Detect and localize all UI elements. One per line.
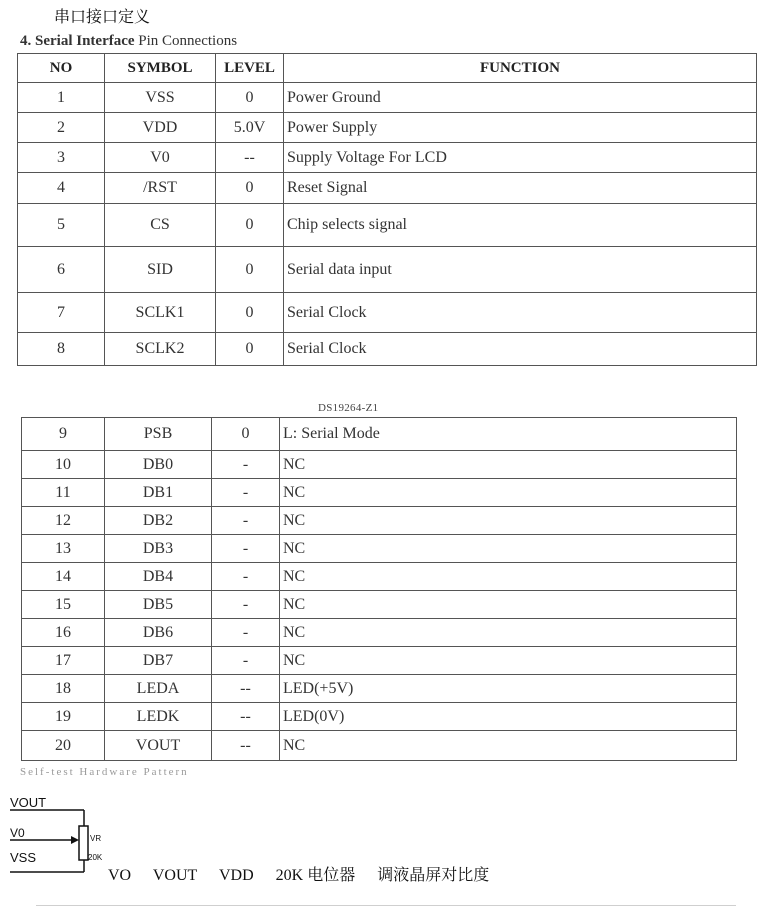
cell-symbol: DB2 [105, 507, 212, 535]
cell-level: - [212, 535, 280, 563]
table-row [18, 173, 757, 204]
section-title-bold: 4. Serial Interface [20, 33, 135, 49]
table-row [18, 247, 757, 293]
cell-function: NC [280, 451, 737, 479]
cell-level: 0 [216, 293, 284, 333]
cell-symbol: DB4 [105, 563, 212, 591]
cell-symbol: V0 [105, 143, 216, 173]
cell-symbol: /RST [105, 173, 216, 204]
table-row [18, 143, 757, 173]
table-row [18, 113, 757, 143]
cell-level: - [212, 507, 280, 535]
contrast-note [108, 862, 507, 885]
cell-function: Power Supply [284, 113, 757, 143]
cell-symbol: SCLK2 [105, 333, 216, 366]
vr-label: VR [90, 834, 102, 843]
cell-function: Chip selects signal [284, 204, 757, 247]
cell-symbol: VOUT [105, 731, 212, 761]
table-row [22, 591, 737, 619]
cell-no: 7 [18, 293, 105, 333]
cell-no: 20 [22, 731, 105, 761]
cell-no: 16 [22, 619, 105, 647]
cell-no: 13 [22, 535, 105, 563]
cell-level: 0 [216, 333, 284, 366]
cell-function: NC [280, 479, 737, 507]
table-row [18, 293, 757, 333]
table-row [18, 83, 757, 113]
table-row [22, 479, 737, 507]
pin-table-part1 [17, 53, 757, 366]
cell-level: 0 [212, 418, 280, 451]
cell-no: 6 [18, 247, 105, 293]
cell-level: - [212, 591, 280, 619]
cell-symbol: LEDA [105, 675, 212, 703]
cell-no: 12 [22, 507, 105, 535]
cell-symbol: DB7 [105, 647, 212, 675]
divider [36, 905, 736, 906]
cell-no: 17 [22, 647, 105, 675]
cell-function: NC [280, 647, 737, 675]
cell-no: 15 [22, 591, 105, 619]
cell-function: Serial Clock [284, 333, 757, 366]
vss-label: VSS [10, 850, 37, 865]
cell-function: NC [280, 535, 737, 563]
cell-function: NC [280, 507, 737, 535]
cell-no: 1 [18, 83, 105, 113]
cell-level: 0 [216, 173, 284, 204]
cell-symbol: CS [105, 204, 216, 247]
cell-symbol: DB3 [105, 535, 212, 563]
cell-function: NC [280, 591, 737, 619]
table-row [22, 675, 737, 703]
cell-level: 0 [216, 83, 284, 113]
cell-level: - [212, 563, 280, 591]
cell-level: -- [212, 675, 280, 703]
cell-no: 18 [22, 675, 105, 703]
cell-symbol: LEDK [105, 703, 212, 731]
cell-level: - [212, 647, 280, 675]
page-heading: 串口接口定义 [54, 9, 151, 26]
cell-symbol: DB6 [105, 619, 212, 647]
model-label: DS19264-Z1 [318, 402, 379, 414]
cell-function: NC [280, 619, 737, 647]
cell-function: LED(0V) [280, 703, 737, 731]
vout-label: VOUT [10, 795, 47, 810]
cell-function: Serial data input [284, 247, 757, 293]
cell-level: 0 [216, 247, 284, 293]
cell-symbol: DB1 [105, 479, 212, 507]
cell-level: -- [212, 731, 280, 761]
cell-no: 10 [22, 451, 105, 479]
table-row [22, 418, 737, 451]
table-row [18, 333, 757, 366]
table-row [22, 647, 737, 675]
cell-no: 14 [22, 563, 105, 591]
section-title [20, 33, 237, 50]
table-row [22, 619, 737, 647]
table-row [22, 535, 737, 563]
resistor-value-label: 20K [88, 853, 103, 862]
cell-level: -- [216, 143, 284, 173]
header-no: NO [18, 54, 105, 83]
cell-level: - [212, 451, 280, 479]
cell-function: L: Serial Mode [280, 418, 737, 451]
vo-label: V0 [10, 826, 25, 840]
cell-symbol: VSS [105, 83, 216, 113]
cell-symbol: SCLK1 [105, 293, 216, 333]
table-row [22, 731, 737, 761]
note-potentiometer: 20K 电位器 [275, 867, 356, 884]
cell-level: - [212, 479, 280, 507]
table-row [22, 507, 737, 535]
cell-function: Supply Voltage For LCD [284, 143, 757, 173]
pin-table-part2 [21, 417, 737, 761]
potentiometer-icon [79, 826, 88, 860]
table-row [18, 204, 757, 247]
cell-no: 5 [18, 204, 105, 247]
cell-function: Serial Clock [284, 293, 757, 333]
cell-function: LED(+5V) [280, 675, 737, 703]
cell-symbol: VDD [105, 113, 216, 143]
cell-symbol: DB5 [105, 591, 212, 619]
header-function: FUNCTION [284, 54, 757, 83]
cell-function: NC [280, 563, 737, 591]
faint-partial-text: Self-test Hardware Pattern [20, 766, 189, 778]
cell-function: Reset Signal [284, 173, 757, 204]
wiper-arrow-icon [71, 836, 79, 844]
contrast-circuit-diagram [6, 790, 106, 882]
note-vo: VO [108, 867, 132, 884]
table-header-row [18, 54, 757, 83]
cell-no: 2 [18, 113, 105, 143]
cell-function: Power Ground [284, 83, 757, 113]
cell-no: 3 [18, 143, 105, 173]
cell-function: NC [280, 731, 737, 761]
header-level: LEVEL [216, 54, 284, 83]
header-symbol: SYMBOL [105, 54, 216, 83]
cell-level: - [212, 619, 280, 647]
cell-level: -- [212, 703, 280, 731]
cell-no: 8 [18, 333, 105, 366]
table-row [22, 703, 737, 731]
cell-no: 11 [22, 479, 105, 507]
cell-no: 4 [18, 173, 105, 204]
note-contrast: 调液晶屏对比度 [377, 867, 490, 884]
cell-symbol: SID [105, 247, 216, 293]
cell-no: 19 [22, 703, 105, 731]
cell-no: 9 [22, 418, 105, 451]
note-vout: VOUT [152, 867, 198, 884]
section-title-rest: Pin Connections [134, 33, 238, 49]
table-row [22, 451, 737, 479]
note-vdd: VDD [218, 867, 254, 884]
cell-symbol: PSB [105, 418, 212, 451]
cell-level: 0 [216, 204, 284, 247]
cell-symbol: DB0 [105, 451, 212, 479]
table-row [22, 563, 737, 591]
cell-level: 5.0V [216, 113, 284, 143]
